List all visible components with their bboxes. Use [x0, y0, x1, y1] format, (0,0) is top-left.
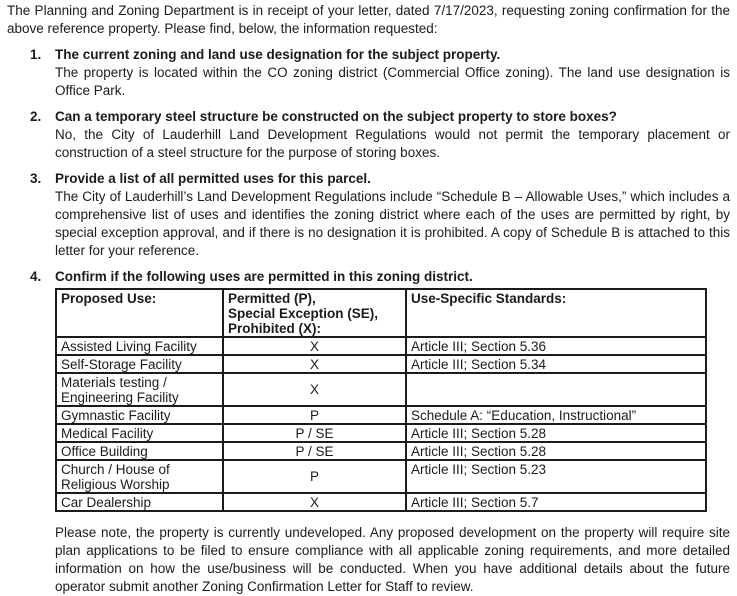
table-row [56, 355, 706, 373]
permitted-uses-table [55, 288, 707, 512]
item-3-heading: Provide a list of all permitted uses for this parcel. [55, 171, 371, 186]
item-2-body: No, the City of Lauderhill Land Development Regulations would not permit the temporary placement or construction of a steel structure for the purpose of storing boxes. [55, 127, 730, 160]
cell-use: Car Dealership [56, 493, 223, 511]
table-row [56, 460, 706, 493]
cell-use: Materials testing / Engineering Facility [56, 373, 223, 406]
cell-status: X [223, 337, 406, 355]
cell-status: P [223, 406, 406, 424]
table-row [56, 442, 706, 460]
intro-paragraph: The Planning and Zoning Department is in receipt of your letter, dated 7/17/2023, requesting zoning confirmation for the above reference property. Please find, below, the information requested: [7, 3, 730, 36]
list-item-4 [7, 268, 730, 286]
item-2-heading: Can a temporary steel structure be constructed on the subject property to store boxes? [55, 109, 617, 124]
cell-status: P / SE [223, 442, 406, 460]
cell-use: Assisted Living Facility [56, 337, 223, 355]
cell-use: Medical Facility [56, 424, 223, 442]
cell-use: Gymnastic Facility [56, 406, 223, 424]
list-number-2: 2. [30, 109, 42, 124]
cell-status: X [223, 373, 406, 406]
header-use-specific-standards: Use-Specific Standards: [406, 289, 706, 337]
cell-use: Office Building [56, 442, 223, 460]
list-item-2 [7, 108, 730, 162]
item-1-heading: The current zoning and land use designation for the subject property. [55, 47, 501, 62]
cell-standard: Article III; Section 5.23 [406, 460, 706, 493]
header-permitted-line-2: Special Exception (SE), [228, 305, 379, 321]
item-3-body: The City of Lauderhill’s Land Development Regulations include “Schedule B – Allowable Uses,” which includes a comprehensive list of uses and identifies the zoning district where each of the uses are permitted by right, by special exception approval, and if there is no designation it is prohibited. A copy of Schedule B is attached to this letter for your reference. [55, 189, 730, 258]
list-number-3: 3. [30, 171, 42, 186]
table-row [56, 373, 706, 406]
header-proposed-use: Proposed Use: [56, 289, 223, 337]
cell-standard: Article III; Section 5.34 [406, 355, 706, 373]
table-row [56, 406, 706, 424]
header-permitted-line-3: Prohibited (X): [228, 320, 321, 336]
item-1-body: The property is located within the CO zoning district (Commercial Office zoning). The land use designation is Office Park. [55, 65, 730, 98]
cell-standard: Article III; Section 5.7 [406, 493, 706, 511]
table-header-row [56, 289, 706, 337]
cell-standard: Schedule A: “Education, Instructional” [406, 406, 706, 424]
cell-use: Church / House of Religious Worship [56, 460, 223, 493]
cell-standard: Article III; Section 5.28 [406, 424, 706, 442]
cell-standard: Article III; Section 5.36 [406, 337, 706, 355]
cell-status: P / SE [223, 424, 406, 442]
cell-status: X [223, 355, 406, 373]
list-number-4: 4. [30, 269, 42, 284]
header-permitted-line-1: Permitted (P), [228, 290, 316, 306]
list-number-1: 1. [30, 47, 42, 62]
cell-use: Self-Storage Facility [56, 355, 223, 373]
cell-standard [406, 373, 706, 406]
table-row [56, 424, 706, 442]
list-item-1 [7, 46, 730, 100]
header-permitted-status [223, 289, 406, 337]
list-item-3 [7, 170, 730, 260]
cell-standard: Article III; Section 5.28 [406, 442, 706, 460]
closing-paragraph: Please note, the property is currently undeveloped. Any proposed development on the property will require site plan applications to be filed to ensure compliance with all applicable zoning requirements, and more detailed information on how the use/business will be conducted. When you have additional details about the future operator submit another Zoning Confirmation Letter for Staff to review. [55, 525, 730, 594]
table-row [56, 337, 706, 355]
cell-status: P [223, 460, 406, 493]
table-row [56, 493, 706, 511]
item-4-heading: Confirm if the following uses are permitted in this zoning district. [55, 269, 473, 284]
cell-status: X [223, 493, 406, 511]
